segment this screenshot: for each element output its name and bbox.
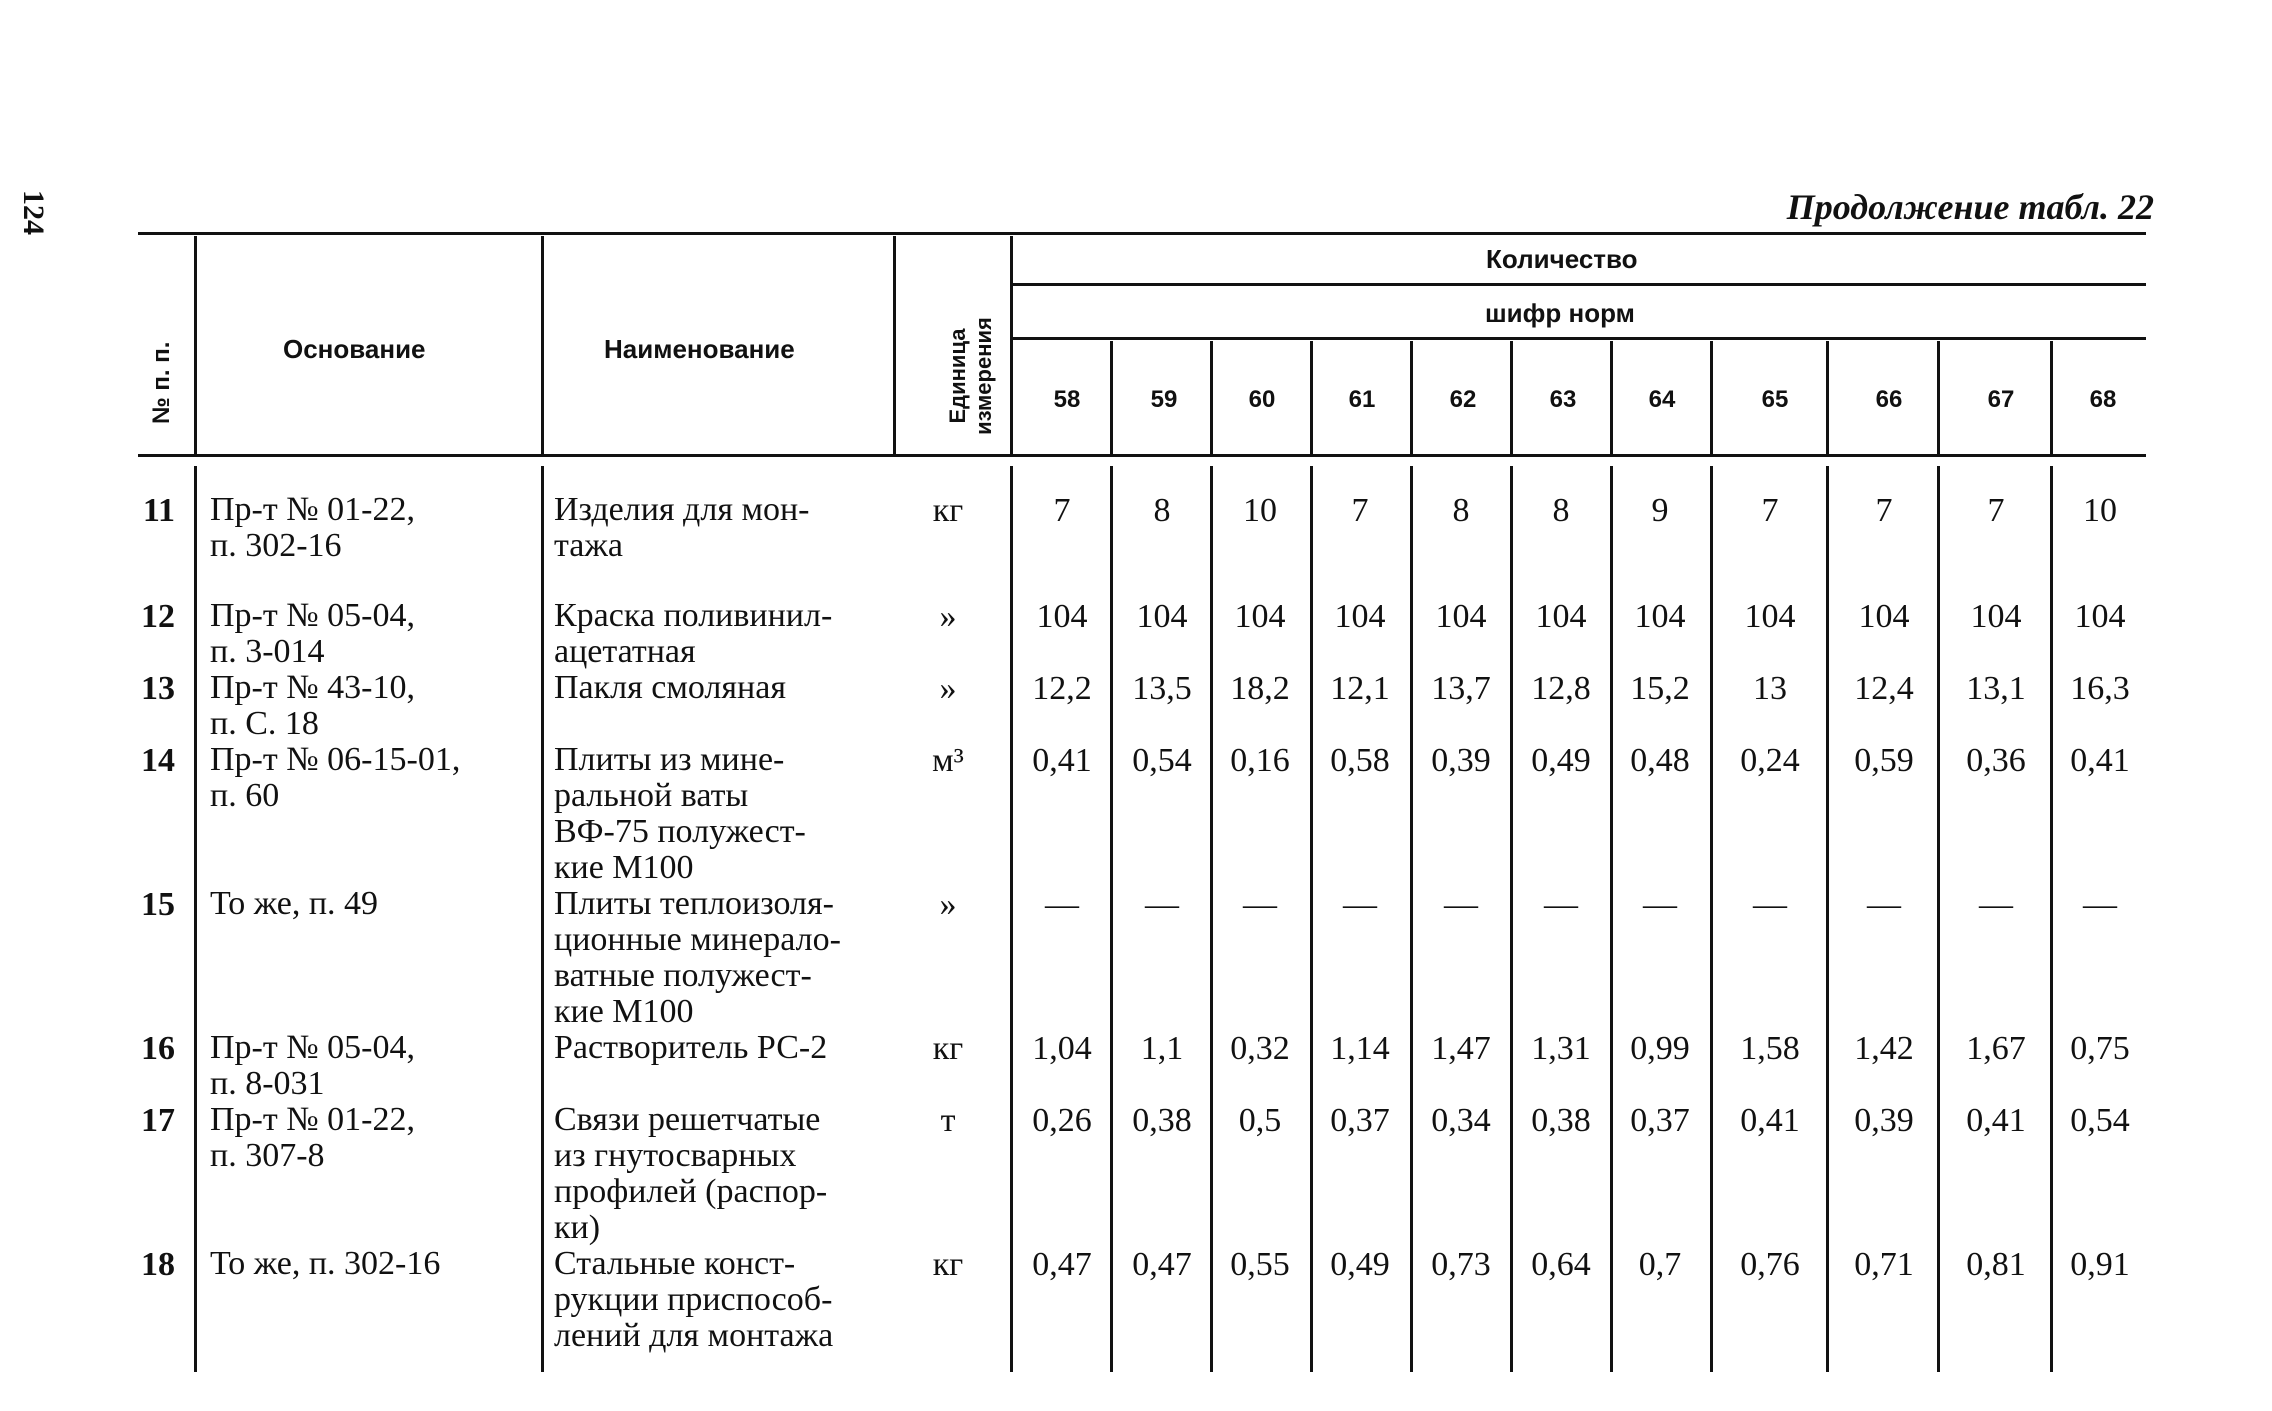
quantity-value: 0,34 bbox=[1431, 1102, 1491, 1139]
col-divider bbox=[194, 466, 197, 1372]
quantity-value: 18,2 bbox=[1230, 670, 1290, 707]
quantity-value: 7 bbox=[1351, 492, 1369, 529]
quantity-value: 13,1 bbox=[1966, 670, 2026, 707]
name-text: профилей (распор- bbox=[554, 1173, 828, 1210]
name-text: Связи решетчатые bbox=[554, 1101, 821, 1138]
col-divider bbox=[541, 466, 544, 1372]
code-58: 58 bbox=[1053, 386, 1081, 413]
name-text: Краска поливинил- bbox=[554, 597, 833, 634]
quantity-value: 0,39 bbox=[1431, 742, 1491, 779]
quantity-value: 0,16 bbox=[1230, 742, 1290, 779]
code-63: 63 bbox=[1549, 386, 1577, 413]
name-text: Изделия для мон- bbox=[554, 491, 810, 528]
name-text: ВФ-75 полужест- bbox=[554, 813, 806, 850]
quantity-rule bbox=[1010, 283, 2146, 286]
unit-value: кг bbox=[932, 1030, 964, 1067]
row-number: 16 bbox=[141, 1030, 175, 1067]
col-divider bbox=[1010, 236, 1013, 454]
quantity-value: 0,41 bbox=[2070, 742, 2130, 779]
basis-text: Пр-т № 01-22, bbox=[210, 491, 415, 528]
basis-text: п. 3-014 bbox=[210, 633, 325, 670]
quantity-value: 12,8 bbox=[1531, 670, 1591, 707]
unit-value: кг bbox=[932, 1246, 964, 1283]
basis-text: То же, п. 49 bbox=[210, 885, 379, 922]
quantity-value: 1,31 bbox=[1531, 1030, 1591, 1067]
quantity-value: 0,76 bbox=[1740, 1246, 1800, 1283]
code-67: 67 bbox=[1987, 386, 2015, 413]
quantity-value: 104 bbox=[1334, 598, 1386, 635]
quantity-value: — bbox=[1979, 886, 2013, 923]
quantity-value: 13,7 bbox=[1431, 670, 1491, 707]
quantity-value: 1,42 bbox=[1854, 1030, 1914, 1067]
quantity-value: 1,58 bbox=[1740, 1030, 1800, 1067]
quantity-value: 104 bbox=[1858, 598, 1910, 635]
table-continuation-caption: Продолжение табл. 22 bbox=[1786, 187, 2154, 227]
name-text: Стальные конст- bbox=[554, 1245, 796, 1282]
name-text: ки) bbox=[554, 1209, 601, 1246]
name-text: из гнутосварных bbox=[554, 1137, 797, 1174]
quantity-value: 15,2 bbox=[1630, 670, 1690, 707]
name-text: ральной ваты bbox=[554, 777, 749, 814]
quantity-value: 10 bbox=[2083, 492, 2117, 529]
quantity-value: 13 bbox=[1753, 670, 1787, 707]
quantity-value: 104 bbox=[2074, 598, 2126, 635]
quantity-value: 0,41 bbox=[1966, 1102, 2026, 1139]
quantity-value: 0,55 bbox=[1230, 1246, 1290, 1283]
col-divider bbox=[1510, 341, 1513, 454]
header-unit-line2: измерения bbox=[971, 317, 996, 435]
quantity-value: 0,64 bbox=[1531, 1246, 1591, 1283]
quantity-value: 1,1 bbox=[1140, 1030, 1184, 1067]
quantity-value: 0,91 bbox=[2070, 1246, 2130, 1283]
quantity-value: 13,5 bbox=[1132, 670, 1192, 707]
unit-value: кг bbox=[932, 492, 964, 529]
col-divider bbox=[1826, 341, 1829, 454]
quantity-value: 0,49 bbox=[1330, 1246, 1390, 1283]
name-text: рукции приспособ- bbox=[554, 1281, 833, 1318]
name-text: ционные минерало- bbox=[554, 921, 841, 958]
col-divider bbox=[1710, 466, 1713, 1372]
quantity-value: 0,99 bbox=[1630, 1030, 1690, 1067]
quantity-value: 7 bbox=[1987, 492, 2005, 529]
quantity-value: 0,32 bbox=[1230, 1030, 1290, 1067]
quantity-value: 104 bbox=[1036, 598, 1088, 635]
name-text: кие М100 bbox=[554, 993, 694, 1030]
quantity-value: 12,2 bbox=[1032, 670, 1092, 707]
basis-text: Пр-т № 06-15-01, bbox=[210, 741, 461, 778]
quantity-value: 0,41 bbox=[1032, 742, 1092, 779]
quantity-value: — bbox=[1243, 886, 1277, 923]
name-text: Растворитель РС-2 bbox=[554, 1029, 828, 1066]
basis-text: п. 60 bbox=[210, 777, 280, 814]
quantity-value: 0,7 bbox=[1638, 1246, 1682, 1283]
col-divider bbox=[1826, 466, 1829, 1372]
table-top-rule bbox=[138, 232, 2146, 235]
col-divider bbox=[893, 236, 896, 454]
quantity-value: 0,41 bbox=[1740, 1102, 1800, 1139]
row-number: 14 bbox=[141, 742, 175, 779]
code-61: 61 bbox=[1348, 386, 1376, 413]
code-59: 59 bbox=[1150, 386, 1178, 413]
quantity-value: 0,47 bbox=[1032, 1246, 1092, 1283]
code-66: 66 bbox=[1875, 386, 1903, 413]
code-60: 60 bbox=[1248, 386, 1276, 413]
page-number: 124 bbox=[17, 190, 50, 235]
unit-value: » bbox=[939, 670, 957, 707]
quantity-value: 104 bbox=[1634, 598, 1686, 635]
basis-text: п. 8-031 bbox=[210, 1065, 325, 1102]
quantity-value: 104 bbox=[1136, 598, 1188, 635]
quantity-value: 7 bbox=[1053, 492, 1071, 529]
quantity-value: 0,54 bbox=[1132, 742, 1192, 779]
col-divider bbox=[1310, 341, 1313, 454]
name-text: Плиты из мине- bbox=[554, 741, 785, 778]
quantity-value: 0,75 bbox=[2070, 1030, 2130, 1067]
quantity-value: 104 bbox=[1744, 598, 1796, 635]
quantity-value: — bbox=[2083, 886, 2117, 923]
quantity-value: — bbox=[1544, 886, 1578, 923]
quantity-value: 12,1 bbox=[1330, 670, 1390, 707]
col-divider bbox=[1610, 341, 1613, 454]
quantity-value: 104 bbox=[1234, 598, 1286, 635]
header-name: Наименование bbox=[604, 334, 795, 364]
quantity-value: 8 bbox=[1552, 492, 1570, 529]
row-number: 11 bbox=[142, 492, 175, 529]
quantity-value: 0,5 bbox=[1238, 1102, 1282, 1139]
basis-text: Пр-т № 05-04, bbox=[210, 597, 415, 634]
col-divider bbox=[541, 236, 544, 454]
col-divider bbox=[1710, 341, 1713, 454]
basis-text: п. 307-8 bbox=[210, 1137, 325, 1174]
quantity-value: 1,14 bbox=[1330, 1030, 1390, 1067]
quantity-value: 8 bbox=[1153, 492, 1171, 529]
quantity-value: 10 bbox=[1243, 492, 1277, 529]
name-text: тажа bbox=[554, 527, 623, 564]
quantity-value: 0,39 bbox=[1854, 1102, 1914, 1139]
quantity-value: 1,47 bbox=[1431, 1030, 1491, 1067]
quantity-value: 0,38 bbox=[1531, 1102, 1591, 1139]
quantity-value: — bbox=[1145, 886, 1179, 923]
quantity-value: 0,48 bbox=[1630, 742, 1690, 779]
quantity-value: 0,59 bbox=[1854, 742, 1914, 779]
header-bottom-rule bbox=[138, 454, 2146, 457]
header-code: шифр норм bbox=[1485, 298, 1635, 328]
col-divider bbox=[1937, 341, 1940, 454]
header-quantity: Количество bbox=[1486, 244, 1638, 274]
basis-text: Пр-т № 43-10, bbox=[210, 669, 415, 706]
unit-value: » bbox=[939, 598, 957, 635]
row-number: 15 bbox=[141, 886, 175, 923]
basis-text: Пр-т № 01-22, bbox=[210, 1101, 415, 1138]
quantity-value: 1,04 bbox=[1032, 1030, 1092, 1067]
col-divider bbox=[1937, 466, 1940, 1372]
code-68: 68 bbox=[2089, 386, 2117, 413]
col-divider bbox=[1110, 341, 1113, 454]
header-row-number: № п. п. bbox=[148, 341, 175, 424]
row-number: 13 bbox=[141, 670, 175, 707]
quantity-value: 0,81 bbox=[1966, 1246, 2026, 1283]
name-text: ватные полужест- bbox=[554, 957, 812, 994]
quantity-value: 7 bbox=[1875, 492, 1893, 529]
header-unit bbox=[945, 296, 1001, 456]
quantity-value: 0,37 bbox=[1630, 1102, 1690, 1139]
basis-text: п. 302-16 bbox=[210, 527, 342, 564]
unit-value: м³ bbox=[932, 742, 964, 779]
name-text: Пакля смоляная bbox=[554, 669, 786, 706]
code-65: 65 bbox=[1761, 386, 1789, 413]
quantity-value: 0,54 bbox=[2070, 1102, 2130, 1139]
name-text: Плиты теплоизоля- bbox=[554, 885, 834, 922]
quantity-value: 9 bbox=[1651, 492, 1669, 529]
quantity-value: 12,4 bbox=[1854, 670, 1914, 707]
unit-value: » bbox=[939, 886, 957, 923]
col-divider bbox=[1210, 341, 1213, 454]
quantity-value: 0,47 bbox=[1132, 1246, 1192, 1283]
row-number: 17 bbox=[141, 1102, 175, 1139]
code-64: 64 bbox=[1648, 386, 1676, 413]
basis-text: п. С. 18 bbox=[210, 705, 319, 742]
header-unit-line1: Единица bbox=[945, 328, 970, 424]
unit-value: т bbox=[940, 1102, 956, 1139]
name-text: кие М100 bbox=[554, 849, 694, 886]
header-basis: Основание bbox=[283, 334, 426, 364]
quantity-value: 16,3 bbox=[2070, 670, 2130, 707]
quantity-value: — bbox=[1045, 886, 1079, 923]
row-number: 12 bbox=[141, 598, 175, 635]
row-number: 18 bbox=[141, 1246, 175, 1283]
quantity-value: 0,71 bbox=[1854, 1246, 1914, 1283]
code-rule bbox=[1010, 337, 2146, 340]
quantity-value: 0,49 bbox=[1531, 742, 1591, 779]
quantity-value: 0,38 bbox=[1132, 1102, 1192, 1139]
quantity-value: — bbox=[1867, 886, 1901, 923]
name-text: ацетатная bbox=[554, 633, 696, 670]
quantity-value: 0,36 bbox=[1966, 742, 2026, 779]
quantity-value: — bbox=[1753, 886, 1787, 923]
col-divider bbox=[194, 236, 197, 454]
quantity-value: 104 bbox=[1535, 598, 1587, 635]
quantity-value: 104 bbox=[1970, 598, 2022, 635]
quantity-value: — bbox=[1343, 886, 1377, 923]
basis-text: Пр-т № 05-04, bbox=[210, 1029, 415, 1066]
quantity-value: 0,37 bbox=[1330, 1102, 1390, 1139]
quantity-value: 0,73 bbox=[1431, 1246, 1491, 1283]
quantity-value: 0,26 bbox=[1032, 1102, 1092, 1139]
basis-text: То же, п. 302-16 bbox=[210, 1245, 441, 1282]
quantity-value: 8 bbox=[1452, 492, 1470, 529]
quantity-value: 0,58 bbox=[1330, 742, 1390, 779]
code-62: 62 bbox=[1449, 386, 1477, 413]
name-text: лений для монтажа bbox=[554, 1317, 834, 1354]
quantity-value: 7 bbox=[1761, 492, 1779, 529]
col-divider bbox=[1410, 341, 1413, 454]
quantity-value: 1,67 bbox=[1966, 1030, 2026, 1067]
quantity-value: 0,24 bbox=[1740, 742, 1800, 779]
quantity-value: — bbox=[1444, 886, 1478, 923]
col-divider bbox=[2050, 341, 2053, 454]
quantity-value: 104 bbox=[1435, 598, 1487, 635]
quantity-value: — bbox=[1643, 886, 1677, 923]
